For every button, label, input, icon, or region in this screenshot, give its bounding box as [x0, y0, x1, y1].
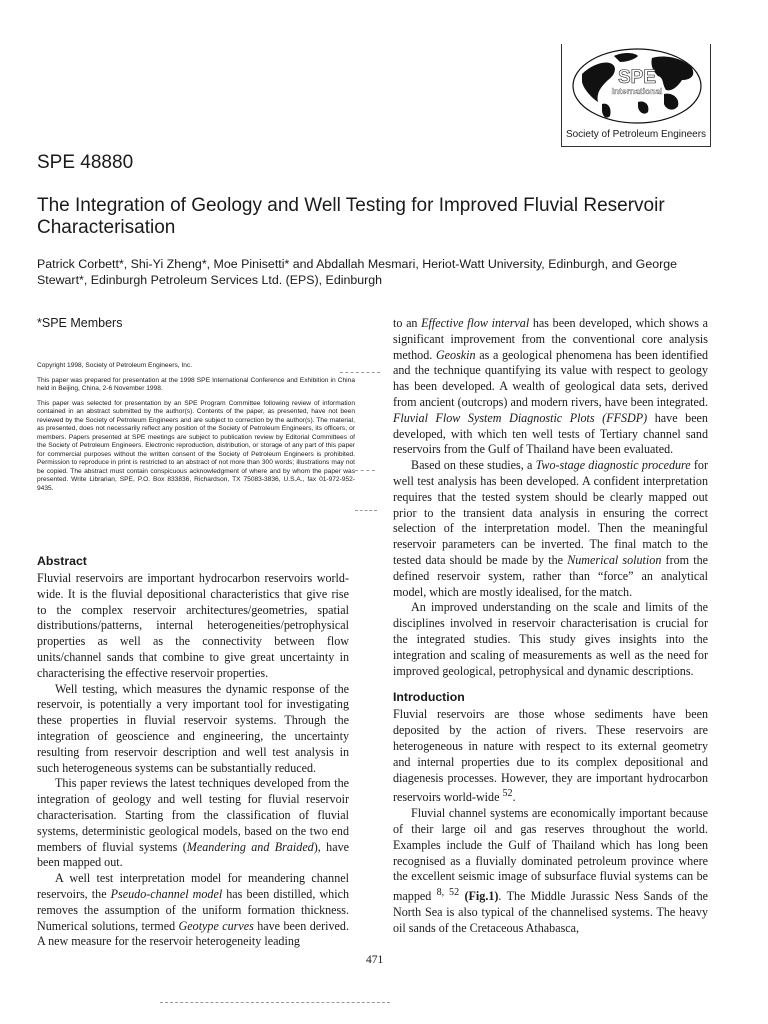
body-paragraph: An improved understanding on the scale and limits of the disciplines involved in reservoir characterisation is crucial for the integrated studies. This study gives insights into the integration and scaling of measurements as well as the need for improved geological, petrophysical and dynamic descriptions.	[393, 600, 708, 678]
logo-caption: Society of Petroleum Engineers	[565, 129, 707, 140]
body-paragraph: Fluvial reservoirs are those whose sediments have been deposited by the action of rivers. These reservoirs are heterogeneous in nature with respect to its external geometry and internal properties due to its complex depositional and diagenesis processes. However, they are important hydrocarbon reservoirs world-wide $^{52}$.	[393, 707, 708, 805]
selection-note: This paper was selected for presentation by an SPE Program Committee following review of information contained in an abstract submitted by the author(s). Contents of the paper, as presented, have not been reviewed by the Society of Petroleum Engineers and are subject to correction by the author(s). The material, as presented, does not necessarily reflect any position of the Society of Petroleum Engineers, its officers, or members. Papers presented at SPE meetings are subject to publication review by Editorial Committees of the Society of Petroleum Engineers. Electronic reproduction, distribution, or storage of any part of this paper for commercial purposes without the written consent of the Society of Petroleum Engineers is prohibited. Permission to reproduce in print is restricted to an abstract of not more than 300 words; illustrations may not be copied. The abstract must contain conspicuous acknowledgment of where and by whom the paper was presented. Write Librarian, SPE, P.O. Box 833836, Richardson, TX 75083-3836, U.S.A., fax 01-972-952-9435.	[37, 399, 355, 492]
scan-mark	[355, 470, 375, 471]
copyright-notice	[37, 362, 355, 499]
paper-title: The Integration of Geology and Well Testing for Improved Fluvial Reservoir Characterisation	[37, 195, 665, 238]
paper-id: SPE 48880	[37, 152, 134, 173]
spe-logo	[561, 44, 711, 147]
introduction-heading: Introduction	[393, 690, 465, 705]
presentation-note: This paper was prepared for presentation at the 1998 SPE International Conference and Exhibition in China held in Beijing, China, 2-6 November 1998.	[37, 376, 355, 392]
copyright-line: Copyright 1998, Society of Petroleum Engineers, Inc.	[37, 362, 193, 369]
scan-mark	[355, 510, 377, 511]
abstract-section	[37, 553, 349, 950]
body-paragraph: to an Effective flow interval has been developed, which shows a significant improvement from the conventional core analysis method. Geoskin as a geological phenomena has been identified and the technique quantifying its value with respect to geology has been developed. A wealth of geological data sets, derived from ancient (outcrops) and modern rivers, have been integrated. Fluvial Flow System Diagnostic Plots (FFSDP) have been developed, with which ten well tests of Tertiary channel sand reservoirs from the Gulf of Thailand have been evaluated.	[393, 316, 709, 457]
body-paragraph: Fluvial channel systems are economically important because of their large oil and gas reserves throughout the world. Examples include the Gulf of Thailand which has long been recognised as a fluvially dominated petroleum province where the excellent seismic image of subsurface fluvial systems can be mapped $^{8, 52}$ (Fig.1). The Middle Jurassic Ness Sands of the North Sea is also typical of the channelised systems. The heavy oil sands of the Cretaceous Athabasca,	[393, 806, 708, 935]
scan-mark	[340, 372, 380, 373]
abstract-paragraph: Well testing, which measures the dynamic response of the reservoir, is potentially a very important tool for investigating these properties in fluvial reservoir systems. Through the integration of geoscience and engineering, the uncertainty resulting from reservoir description and well test analysis in such heterogeneous systems can be substantially reduced.	[37, 681, 349, 775]
body-paragraph: Based on these studies, a Two-stage diagnostic procedure for well test analysis has been developed. A confident interpretation requires that the tested system should be clearly mapped out prior to the transient data analysis in ensuring the correct selection of the interpretation model. Then the meaningful reservoir parameters can be inverted. The final match to the tested data should be made by the Numerical solution from the defined reservoir system, rather than “force” an analytical model, which are mostly idealised, for the match.	[393, 458, 709, 599]
members-note: *SPE Members	[37, 316, 123, 330]
globe-icon	[568, 46, 706, 126]
abstract-heading: Abstract	[37, 554, 87, 568]
abstract-paragraph: This paper reviews the latest techniques developed from the integration of geology and well testing for fluvial reservoir characterisation. Starting from the classification of fluvial systems, deterministic geological models, based on the two end members of fluvial systems (Meandering and Braided), have been mapped out.	[37, 776, 349, 870]
logo-subtext: International	[611, 86, 663, 96]
abstract-paragraph: A well test interpretation model for meandering channel reservoirs, the Pseudo-channel model has been distilled, which removes the assumption of the uniform formation thickness. Numerical solutions, termed Geotype curves have been derived. A new measure for the reservoir heterogeneity leading	[37, 871, 349, 949]
right-column	[393, 316, 708, 937]
logo-text: SPE	[617, 67, 657, 88]
abstract-paragraph: Fluvial reservoirs are important hydrocarbon reservoirs world-wide. It is the fluvial depositional characteristics that give rise to the complex reservoir architectures/geometries, spatial distributions/patterns, internal heterogeneities/petrophysical properties as well as the connectivity between flow units/channel sands that combine to give great uncertainty in characterising the effective reservoir properties.	[37, 571, 349, 680]
page-number: 471	[366, 954, 384, 966]
author-list: Patrick Corbett*, Shi-Yi Zheng*, Moe Pinisetti* and Abdallah Mesmari, Heriot-Watt University, Edinburgh, and George Stewart*, Edinburgh Petroleum Services Ltd. (EPS), Edinburgh	[37, 257, 678, 287]
scan-mark	[160, 1002, 390, 1003]
